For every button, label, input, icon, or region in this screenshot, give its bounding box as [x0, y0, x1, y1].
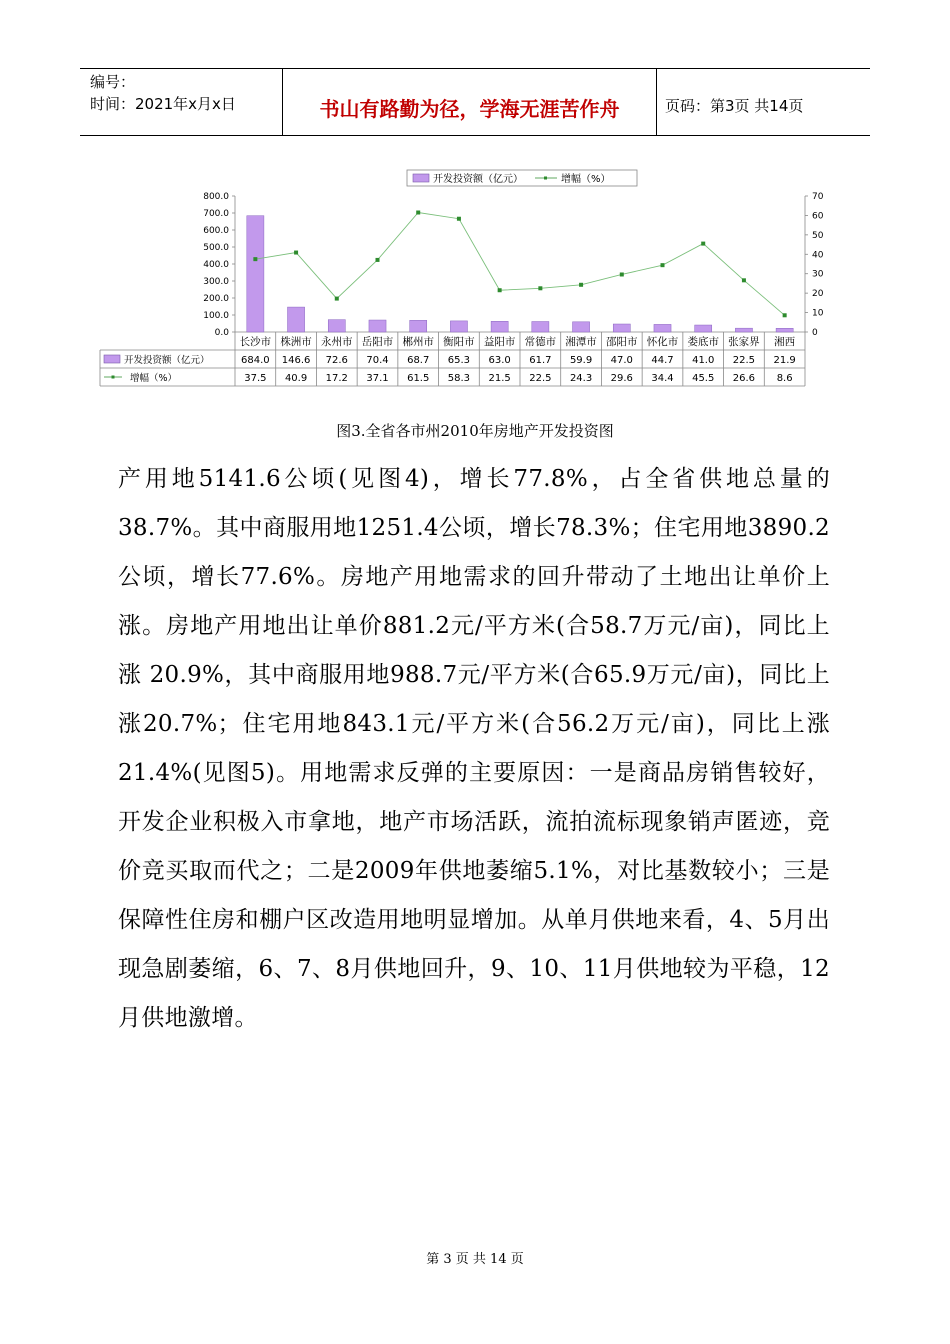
category-label: 益阳市 [483, 336, 516, 348]
right-tick-label: 70 [812, 192, 824, 202]
table-value: 41.0 [692, 355, 715, 366]
right-tick-label: 50 [812, 230, 824, 241]
growth-point [538, 286, 542, 290]
legend-bar-label: 开发投资额（亿元） [433, 174, 523, 185]
growth-point [498, 288, 502, 292]
page-header [80, 68, 870, 136]
bar [573, 322, 590, 332]
growth-line [255, 213, 784, 316]
growth-point [783, 313, 787, 317]
table-value: 45.5 [692, 373, 715, 384]
date-label: 时间：2021年x月x日 [90, 95, 236, 113]
table-value: 684.0 [241, 355, 270, 366]
table-bar-swatch [104, 355, 120, 363]
bar [247, 216, 264, 332]
growth-point [701, 242, 705, 246]
table-value: 37.1 [366, 373, 389, 384]
table-line-marker [112, 376, 115, 379]
bar [735, 328, 752, 332]
table-value: 61.5 [407, 373, 430, 384]
bar [654, 324, 671, 332]
table-value: 22.5 [529, 373, 552, 384]
page-footer: 第 3 页 共 14 页 [426, 1252, 524, 1267]
table-value: 47.0 [610, 355, 633, 366]
left-tick-label: 300.0 [203, 277, 229, 287]
category-label: 株洲市 [280, 336, 312, 348]
category-label: 怀化市 [646, 336, 679, 348]
table-value: 63.0 [488, 355, 511, 366]
category-label: 张家界 [728, 336, 760, 348]
table-row-header: 开发投资额（亿元） [124, 355, 210, 366]
left-tick-label: 0.0 [214, 328, 229, 338]
page-number-label: 页码：第3页 共14页 [665, 97, 804, 115]
left-tick-label: 500.0 [203, 243, 229, 253]
bar [369, 320, 386, 332]
legend-line-label: 增幅（%） [561, 174, 611, 185]
growth-point [253, 257, 257, 261]
bar [613, 324, 630, 332]
growth-point [376, 258, 380, 262]
left-tick-label: 600.0 [203, 226, 229, 236]
bar [776, 328, 793, 332]
paragraph-text: 产用地5141.6公顷(见图4)，增长77.8%，占全省供地总量的38.7%。其中商服用地1251.4公顷，增长78.3%；住宅用地3890.2公顷，增长77.6%。房地产用地需求的回升带动了土地出让单价上涨。房地产用地出让单价881.2元/平方米(合58.7万元/亩)，同比上涨 20.9%，其中商服用地988.7元/平方米(合65.9万元/亩)，同比上涨20.7%；住宅用地843.1元/平方米(合56.2万元/亩)，同比上涨21.4%(见图5)。用地需求反弹的主要原因：一是商品房销售较好，开发企业积极入市拿地，地产市场活跃，流拍流标现象销声匿迹，竞价竞买取而代之；二是2009年供地萎缩5.1%，对比基数较小；三是保障性住房和棚户区改造用地明显增加。从单月供地来看，4、5月出现急剧萎缩，6、7、8月供地回升，9、10、11月供地较为平稳，12月供地激增。 [118, 466, 830, 1031]
bar [410, 320, 427, 332]
growth-point [579, 283, 583, 287]
category-label: 衡阳市 [443, 336, 475, 348]
bar [288, 307, 305, 332]
table-value: 24.3 [569, 373, 593, 384]
table-row-header: 增幅（%） [130, 373, 178, 384]
table-value: 26.6 [732, 373, 756, 384]
bar [450, 321, 467, 332]
growth-point [620, 272, 624, 276]
left-tick-label: 100.0 [203, 311, 229, 321]
bar [532, 322, 549, 332]
left-tick-label: 200.0 [203, 294, 229, 304]
table-value: 65.3 [447, 355, 471, 366]
table-value: 34.4 [651, 373, 674, 384]
category-label: 湘西 [774, 336, 796, 348]
code-label: 编号： [90, 73, 136, 91]
bar [328, 320, 345, 332]
table-value: 61.7 [529, 355, 552, 366]
category-label: 常德市 [524, 336, 557, 348]
growth-point [416, 211, 420, 215]
bar [695, 325, 712, 332]
header-info-cell [80, 69, 283, 135]
growth-point [294, 251, 298, 255]
table-value: 37.5 [244, 373, 267, 384]
table-value: 72.6 [325, 355, 348, 366]
body-paragraph [118, 455, 830, 1043]
growth-point [742, 278, 746, 282]
table-value: 22.5 [732, 355, 756, 366]
right-tick-label: 10 [812, 308, 824, 319]
investment-chart [95, 160, 825, 400]
category-label: 长沙市 [239, 336, 272, 348]
table-value: 21.9 [773, 355, 796, 366]
table-value: 59.9 [569, 355, 593, 366]
growth-point [457, 217, 461, 221]
table-value: 146.6 [281, 355, 311, 366]
figure-caption: 图3.全省各市州2010年房地产开发投资图 [336, 422, 614, 440]
category-label: 湘潭市 [565, 336, 597, 348]
category-label: 永州市 [321, 336, 353, 348]
table-value: 17.2 [325, 373, 348, 384]
legend-line-marker [544, 177, 547, 180]
left-tick-label: 700.0 [203, 209, 229, 219]
right-tick-label: 30 [812, 269, 824, 280]
table-value: 44.7 [651, 355, 674, 366]
table-value: 8.6 [776, 373, 793, 384]
right-tick-label: 0 [812, 328, 818, 338]
category-label: 娄底市 [687, 336, 719, 348]
table-value: 21.5 [488, 373, 511, 384]
growth-point [661, 263, 665, 267]
table-value: 40.9 [284, 373, 308, 384]
legend-bar-swatch [413, 174, 429, 182]
bar [491, 321, 508, 332]
motto: 书山有路勤为径，学海无涯苦作舟 [319, 97, 620, 121]
category-label: 岳阳市 [361, 336, 394, 348]
table-value: 68.7 [407, 355, 430, 366]
category-label: 邵阳市 [606, 336, 638, 348]
right-tick-label: 60 [812, 211, 824, 222]
left-tick-label: 400.0 [203, 260, 229, 270]
right-tick-label: 40 [812, 250, 824, 261]
category-label: 郴州市 [402, 336, 434, 348]
right-tick-label: 20 [812, 289, 824, 300]
table-value: 70.4 [366, 355, 389, 366]
chart-svg [95, 160, 825, 400]
growth-point [335, 297, 339, 301]
table-value: 29.6 [610, 373, 633, 384]
header-motto-cell [283, 69, 657, 135]
header-page-cell [657, 69, 870, 135]
table-value: 58.3 [447, 373, 471, 384]
left-tick-label: 800.0 [203, 192, 229, 202]
